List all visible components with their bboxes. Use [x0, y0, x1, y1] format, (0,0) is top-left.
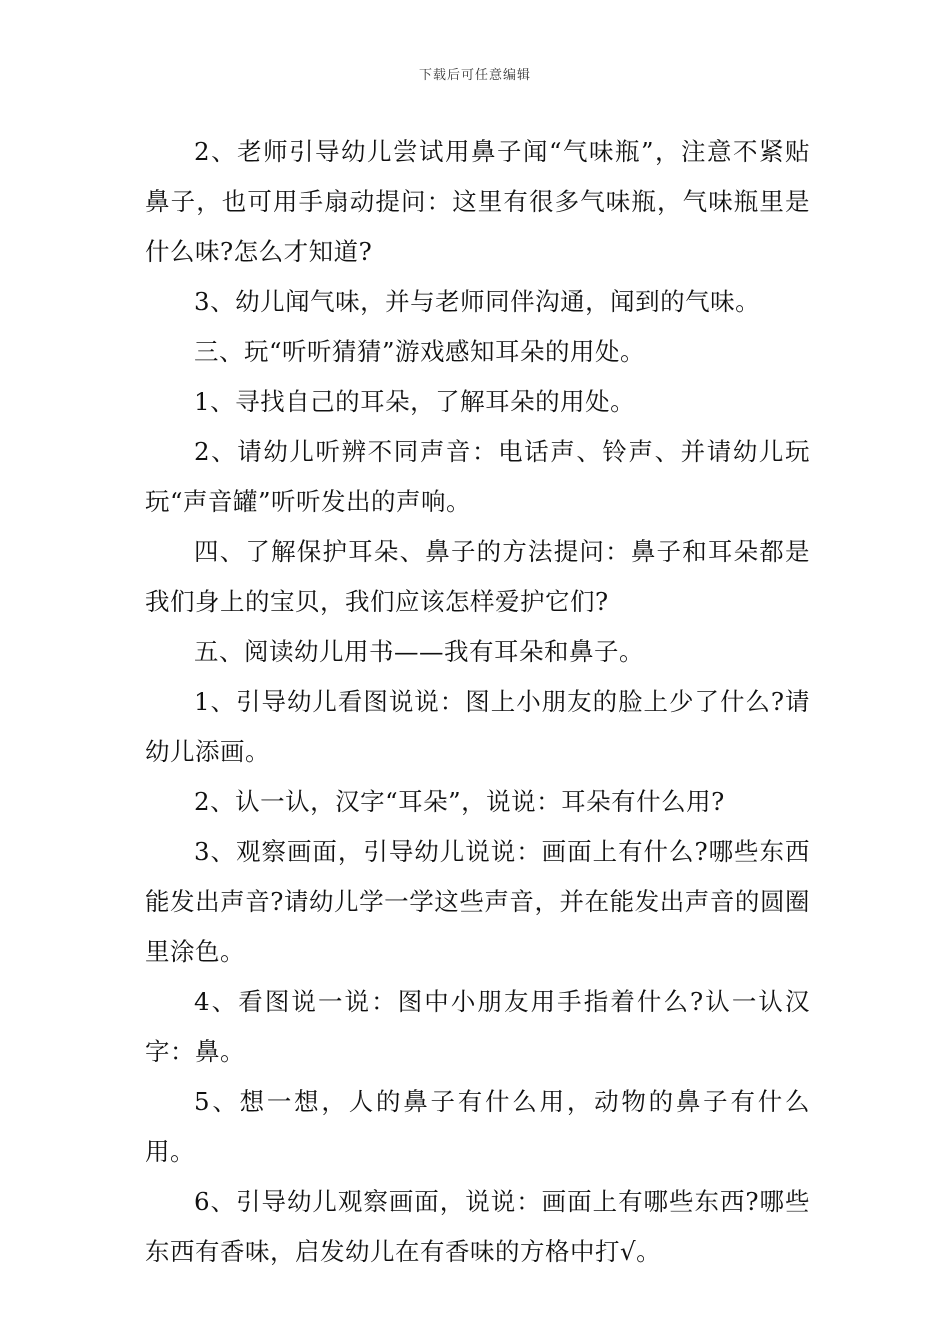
- paragraph: 1、寻找自己的耳朵，了解耳朵的用处。: [194, 387, 636, 416]
- paragraph: 3、幼儿闻气味，并与老师同伴沟通，闻到的气味。: [194, 287, 761, 316]
- paragraph: 2、认一认，汉字“耳朵”，说说：耳朵有什么用?: [194, 787, 725, 816]
- page-header: 下载后可任意编辑: [418, 68, 531, 83]
- section-heading: 三、玩“听听猜猜”游戏感知耳朵的用处。: [194, 337, 646, 366]
- paragraph: 4、看图说一说：图中小朋友用手指着什么?认一认汉字：鼻。: [145, 987, 810, 1066]
- paragraph: 6、引导幼儿观察画面，说说：画面上有哪些东西?哪些东西有香味，启发幼儿在有香味的方格中打√。: [145, 1187, 810, 1266]
- paragraph: 3、观察画面，引导幼儿说说：画面上有什么?哪些东西能发出声音?请幼儿学一学这些声音，并在能发出声音的圆圈里涂色。: [145, 837, 810, 966]
- section-heading: 四、了解保护耳朵、鼻子的方法提问：鼻子和耳朵都是我们身上的宝贝，我们应该怎样爱护它们?: [145, 537, 810, 616]
- document-body: [145, 127, 810, 1277]
- section-heading: 五、阅读幼儿用书——我有耳朵和鼻子。: [194, 637, 644, 666]
- paragraph: 1、引导幼儿看图说说：图上小朋友的脸上少了什么?请幼儿添画。: [145, 687, 810, 766]
- paragraph: 2、老师引导幼儿尝试用鼻子闻“气味瓶”，注意不紧贴鼻子，也可用手扇动提问：这里有很多气味瓶，气味瓶里是什么味?怎么才知道?: [145, 137, 810, 266]
- paragraph: 2、请幼儿听辨不同声音：电话声、铃声、并请幼儿玩玩“声音罐”听听发出的声响。: [145, 437, 810, 516]
- paragraph: 5、想一想，人的鼻子有什么用，动物的鼻子有什么用。: [145, 1087, 810, 1166]
